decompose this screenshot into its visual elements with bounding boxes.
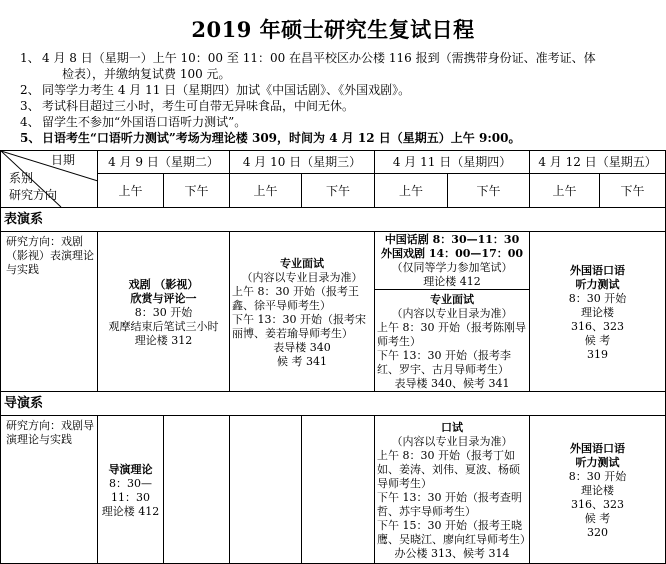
note-5 (20, 130, 650, 146)
exam-name-2: 听力测试 (575, 456, 620, 469)
note-text: 同等学力考生 4 月 11 日（星期四）加试《中国话剧》、《外国戏剧》。 (42, 83, 411, 97)
apr12-directing-cell (530, 416, 666, 564)
exam-note: （仅同等学力参加笔试） (391, 261, 513, 274)
apr10-directing-am-cell (230, 416, 302, 564)
exam-name-2: 听力测试 (575, 278, 620, 291)
exam-time-start: 8：30— (109, 477, 152, 490)
pm-header-apr9: 下午 (164, 174, 230, 208)
apr10-directing-pm-cell (302, 416, 375, 564)
am-header-apr10: 上午 (230, 174, 302, 208)
note-number: 4、 (20, 115, 40, 129)
exam-room: 表导楼 340 (273, 341, 331, 354)
note-2 (20, 82, 650, 98)
exam-time: 8：30 开始 (134, 306, 193, 319)
waiting-label: 候 考 (584, 512, 611, 525)
note-text: 留学生不参加“外国语口语听力测试”。 (42, 115, 247, 129)
waiting-room: 319 (587, 348, 609, 361)
exam-name: 导演理论 (108, 463, 153, 476)
waiting-room: 320 (587, 526, 609, 539)
note-3 (20, 98, 650, 114)
am-header-apr12: 上午 (530, 174, 600, 208)
exam-room: 表导楼 340、候考 341 (394, 377, 510, 390)
section-header-directing: 导演系 (1, 392, 666, 416)
direction-acting: 研究方向：戏剧（影视）表演理论与实践 (1, 232, 98, 392)
am-header-apr11: 上午 (375, 174, 448, 208)
am-header-apr9: 上午 (98, 174, 164, 208)
exam-afternoon: 下午 13：30 开始（报考李红、罗宇、古月导师考生） (377, 349, 512, 376)
exam-note: （内容以专业目录为准） (391, 307, 513, 320)
exam-name: 专业面试 (280, 257, 324, 270)
page-title: 2019 年硕士研究生复试日程 (191, 17, 475, 42)
exam-name: 专业面试 (430, 293, 475, 306)
note-number: 3、 (20, 99, 40, 113)
pm-header-apr11: 下午 (448, 174, 530, 208)
exam-note: 观摩结束后笔试三小时 (108, 320, 219, 333)
day-header-apr11: 4 月 11 日（星期四） (375, 151, 530, 174)
exam-room: 理论楼 412 (101, 505, 160, 518)
note-text: 考试科目超过三小时，考生可自带无异味食品，中间无休。 (42, 99, 355, 113)
apr9-directing-pm-cell (164, 416, 230, 564)
schedule-table (0, 150, 666, 564)
apr11-acting-interview-cell (375, 290, 530, 392)
exam-afternoon-1: 下午 13：30 开始（报考查明哲、苏宇导师考生） (377, 491, 523, 518)
day-header-apr12: 4 月 12 日（星期五） (530, 151, 666, 174)
day-header-apr9: 4 月 9 日（星期二） (98, 151, 230, 174)
exam-name-2: 欣赏与评论一 (130, 292, 197, 305)
apr9-acting-cell (98, 232, 230, 392)
note-text: 4 月 8 日（星期一）上午 10：00 至 11：00 在昌平校区办公楼 116 报到（需携带身份证、准考证、体 (42, 51, 596, 65)
exam-building: 理论楼 (581, 484, 615, 497)
exam-room: 办公楼 313、候考 314 (394, 547, 510, 560)
note-number: 2、 (20, 83, 40, 97)
exam-name: 外国语口语 (570, 442, 626, 455)
exam-afternoon-2: 下午 15：30 开始（报考王晓鹰、吴晓江、廖向红导师考生） (377, 519, 532, 546)
exam-morning: 上午 8：30 开始（报考陈刚导师考生） (377, 321, 527, 348)
exam-afternoon: 下午 13：30 开始（报考宋丽博、姜若瑜导师考生） (232, 313, 366, 340)
exam-name: 口试 (441, 421, 464, 434)
direction-directing: 研究方向：戏剧导演理论与实践 (1, 416, 98, 564)
exam-morning: 上午 8：30 开始（报考王鑫、徐平导师考生） (232, 285, 359, 312)
pm-header-apr12: 下午 (600, 174, 666, 208)
note-number: 5、 (20, 131, 41, 145)
waiting-room: 候 考 341 (277, 355, 327, 368)
exam-morning: 上午 8：30 开始（报考丁如如、姜涛、刘伟、夏波、杨硕导师考生） (377, 449, 521, 490)
exam-foreign-drama: 外国戏剧 14：00—17：00 (380, 247, 524, 260)
apr10-acting-cell (230, 232, 375, 392)
corner-date-label: 日期 (50, 153, 75, 167)
note-number: 1、 (20, 51, 40, 65)
corner-dept-label: 系别 (9, 171, 34, 185)
exam-building: 理论楼 (581, 306, 615, 319)
exam-room: 理论楼 412 (423, 275, 481, 288)
note-text-continued: 检表），并缴纳复试费 100 元。 (62, 67, 231, 81)
section-header-acting: 表演系 (1, 208, 666, 232)
apr11-directing-cell (375, 416, 530, 564)
exam-time-end: 11：30 (111, 491, 150, 504)
apr9-directing-am-cell (98, 416, 164, 564)
day-header-apr10: 4 月 10 日（星期三） (230, 151, 375, 174)
exam-note: （内容以专业目录为准） (391, 435, 513, 448)
exam-name: 戏剧 （影视） (128, 278, 199, 291)
exam-rooms: 316、323 (571, 498, 625, 511)
apr12-acting-cell (530, 232, 666, 392)
apr11-acting-written-cell (375, 232, 530, 290)
notes-list (20, 50, 650, 146)
exam-time: 8：30 开始 (568, 470, 627, 483)
exam-note: （内容以专业目录为准） (241, 271, 363, 284)
note-1 (20, 50, 650, 82)
exam-rooms: 316、323 (571, 320, 625, 333)
exam-chinese-drama: 中国话剧 8：30—11：30 (384, 233, 520, 246)
corner-direction-label: 研究方向 (9, 188, 58, 202)
exam-name: 外国语口语 (570, 264, 626, 277)
exam-time: 8：30 开始 (568, 292, 627, 305)
waiting-label: 候 考 (584, 334, 611, 347)
note-4 (20, 114, 650, 130)
header-corner-cell (1, 151, 98, 208)
exam-room: 理论楼 312 (134, 334, 193, 347)
pm-header-apr10: 下午 (302, 174, 375, 208)
note-text: 日语考生“口语听力测试”考场为理论楼 309，时间为 4 月 12 日（星期五）上午 9:00。 (42, 131, 521, 145)
